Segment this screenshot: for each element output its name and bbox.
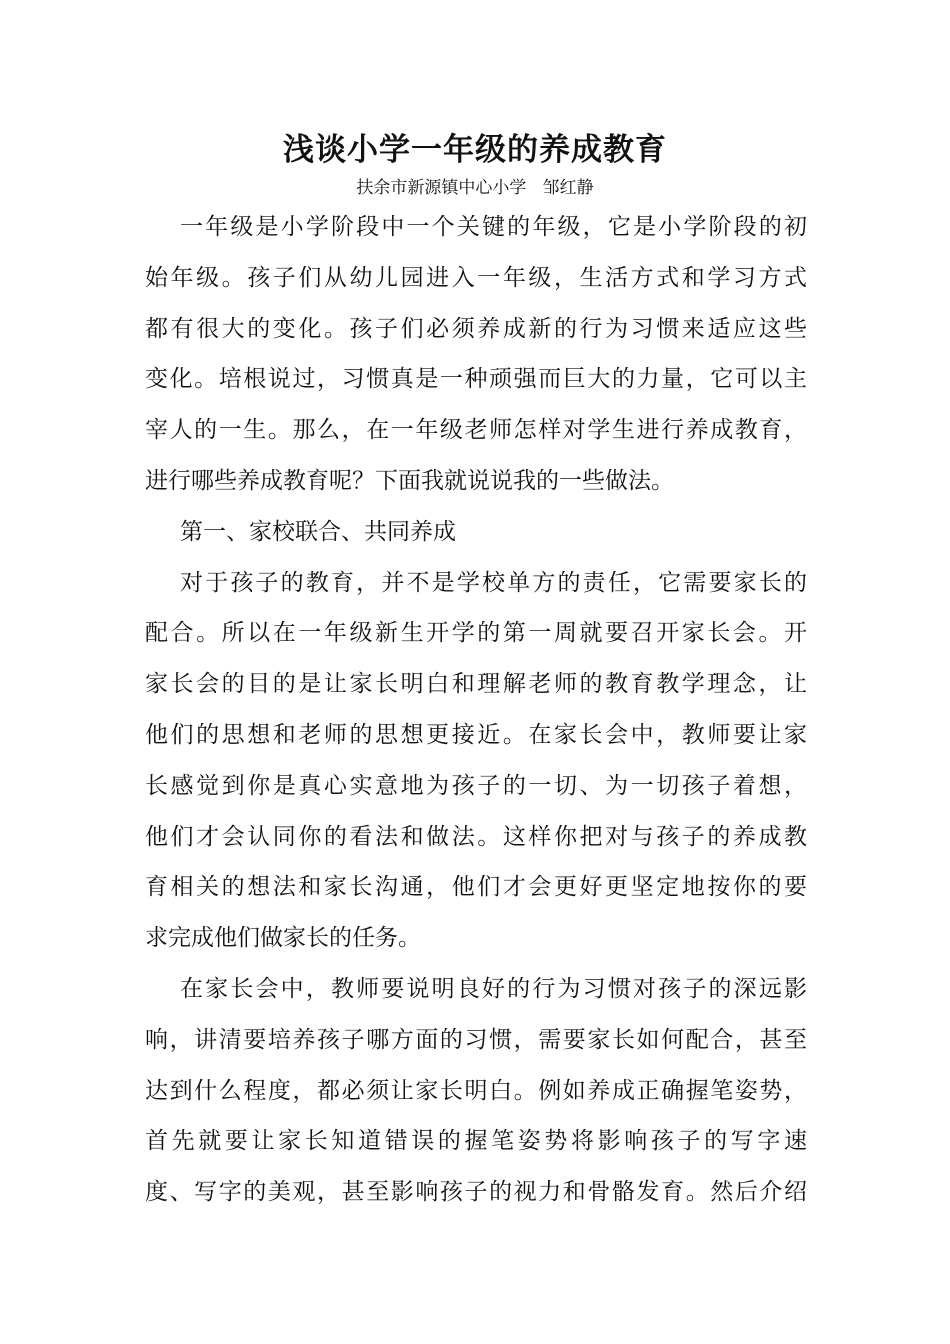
text-line: 度、写字的美观，甚至影响孩子的视力和骨骼发育。然后介绍 [145, 1179, 807, 1206]
text-line: 配合。所以在一年级新生开学的第一周就要召开家长会。开 [145, 620, 807, 647]
text-line: 进行哪些养成教育呢？下面我就说说我的一些做法。 [145, 467, 674, 494]
author-byline: 扶余市新源镇中心小学 邹红静 [356, 178, 594, 198]
text-line: 求完成他们做家长的任务。 [145, 925, 421, 952]
text-line: 响，讲清要培养孩子哪方面的习惯，需要家长如何配合，甚至 [145, 1026, 807, 1053]
body-text [145, 202, 807, 1218]
document-title: 浅谈小学一年级的养成教育 [283, 132, 667, 168]
text-line: 达到什么程度，都必须让家长明白。例如养成正确握笔姿势， [145, 1077, 807, 1104]
text-line: 育相关的想法和家长沟通，他们才会更好更坚定地按你的要 [145, 874, 807, 901]
text-line: 他们才会认同你的看法和做法。这样你把对与孩子的养成教 [145, 823, 807, 850]
text-line: 家长会的目的是让家长明白和理解老师的教育教学理念，让 [145, 671, 807, 698]
text-line: 长感觉到你是真心实意地为孩子的一切、为一切孩子着想， [145, 772, 807, 799]
text-line: 他们的思想和老师的思想更接近。在家长会中，教师要让家 [145, 721, 807, 748]
text-line: 第一、家校联合、共同养成 [180, 518, 456, 545]
text-line: 对于孩子的教育，并不是学校单方的责任，它需要家长的 [180, 569, 807, 596]
text-line: 都有很大的变化。孩子们必须养成新的行为习惯来适应这些 [145, 315, 807, 342]
text-line: 变化。培根说过，习惯真是一种顽强而巨大的力量，它可以主 [145, 366, 807, 393]
text-line: 宰人的一生。那么，在一年级老师怎样对学生进行养成教育， [145, 417, 807, 444]
text-line: 首先就要让家长知道错误的握笔姿势将影响孩子的写字速 [145, 1128, 807, 1155]
text-line: 在家长会中，教师要说明良好的行为习惯对孩子的深远影 [180, 975, 807, 1002]
text-line: 始年级。孩子们从幼儿园进入一年级，生活方式和学习方式 [145, 264, 807, 291]
text-line: 一年级是小学阶段中一个关键的年级，它是小学阶段的初 [180, 214, 807, 240]
